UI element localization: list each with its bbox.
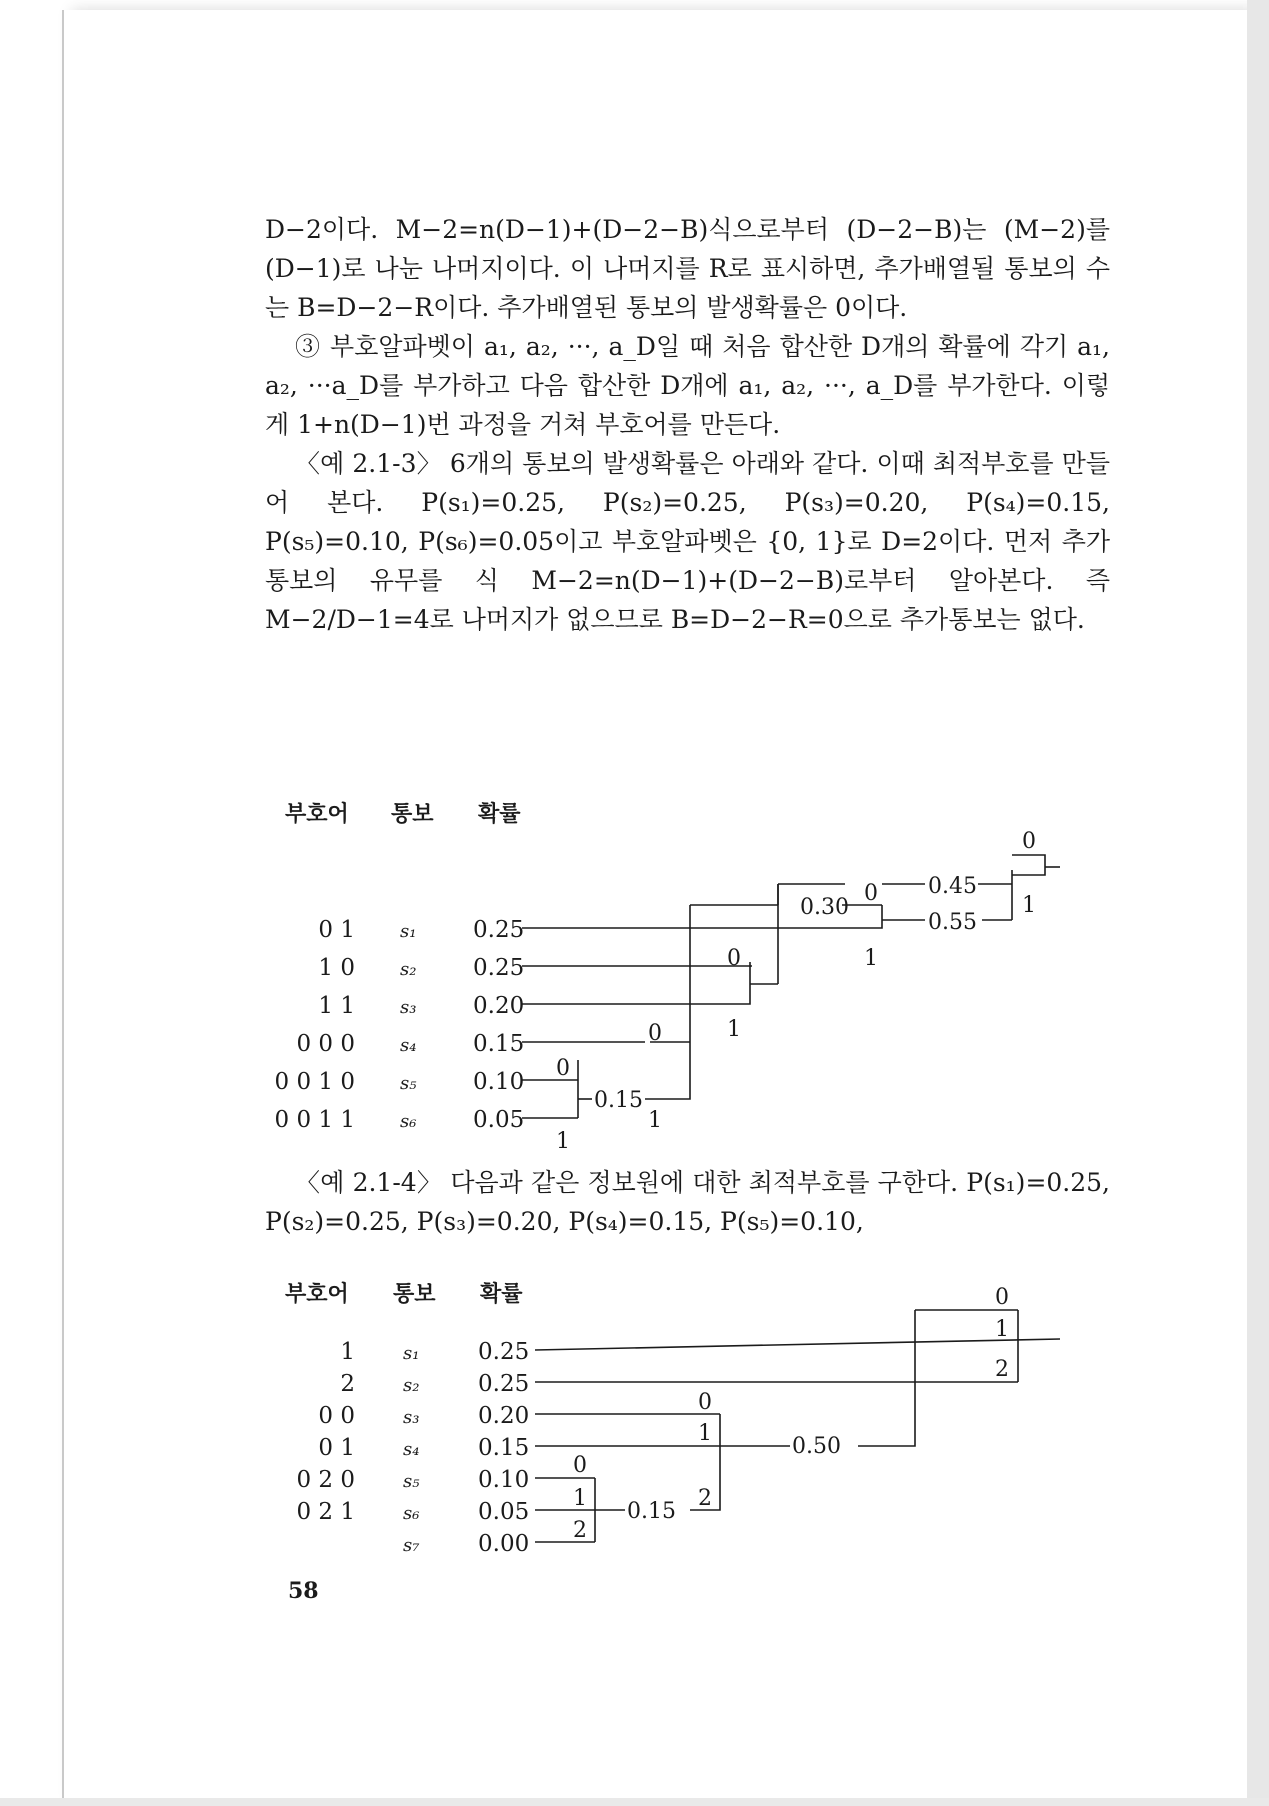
paragraph-1: D−2이다. M−2=n(D−1)+(D−2−B)식으로부터 (D−2−B)는 (M−2)를 (D−1)로 나눈 나머지이다. 이 나머지를 R로 표시하면, 추가배열될 통보의 수는 B=D−2−R이다. 추가배열된 통보의 발생확률은 0이다. — [265, 215, 1110, 322]
fig2-branch-0-c: 0 — [995, 1285, 1009, 1310]
fig2-msg-s4: s₄ — [403, 1439, 420, 1460]
fig2-msg-s7: s₇ — [403, 1535, 420, 1556]
fig2-prob-s2: 0.25 — [478, 1371, 530, 1397]
fig1-merge-0-55: 0.55 — [928, 910, 977, 935]
fig1-header-probability: 확률 — [478, 802, 521, 827]
fig1-branch-0-c: 0 — [727, 946, 741, 971]
fig2-prob-s6: 0.05 — [478, 1499, 530, 1525]
fig2-branch-2-b: 2 — [698, 1486, 712, 1511]
fig2-header-message: 통보 — [393, 1282, 436, 1307]
fig2-header-probability: 확률 — [480, 1282, 523, 1307]
fig1-header-message: 통보 — [391, 802, 434, 827]
fig1-tree-lines — [522, 855, 1060, 1118]
fig1-branch-0-d: 0 — [864, 881, 878, 906]
fig2-msg-s3: s₃ — [403, 1407, 420, 1428]
fig1-msg-s4: s₄ — [400, 1035, 417, 1056]
fig1-msg-s6: s₆ — [400, 1111, 417, 1132]
fig2-branch-1-b: 1 — [698, 1421, 712, 1446]
fig1-prob-s3: 0.20 — [473, 993, 525, 1019]
fig1-branch-1-e: 1 — [1022, 893, 1036, 918]
fig2-prob-s5: 0.10 — [478, 1467, 530, 1493]
fig2-msg-s1: s₁ — [403, 1343, 420, 1364]
paragraph-2: ③ 부호알파벳이 a₁, a₂, ···, a_D일 때 처음 합산한 D개의 확률에 각기 a₁, a₂, ···a_D를 부가하고 다음 합산한 D개에 a₁, a₂, ···, a_D를 부가한다. 이렇게 1+n(D−1)번 과정을 거쳐 부호어를 만든다. — [265, 332, 1110, 439]
fig1-branch-1-a: 1 — [556, 1129, 570, 1154]
fig1-merge-0-15: 0.15 — [594, 1088, 643, 1113]
fig1-prob-s5: 0.10 — [473, 1069, 525, 1095]
fig1-msg-s1: s₁ — [400, 921, 417, 942]
fig1-branch-0-a: 0 — [556, 1056, 570, 1081]
fig1-prob-s6: 0.05 — [473, 1107, 525, 1133]
page-number: 58 — [288, 1578, 319, 1604]
fig2-branch-2-a: 2 — [573, 1518, 587, 1543]
fig1-msg-s5: s₅ — [400, 1073, 417, 1094]
fig2-msg-s5: s₅ — [403, 1471, 420, 1492]
fig2-prob-s3: 0.20 — [478, 1403, 530, 1429]
fig2-rows — [296, 1285, 1009, 1557]
fig2-merge-0-50: 0.50 — [792, 1434, 841, 1459]
fig1-branch-0-e: 0 — [1022, 829, 1036, 854]
fig1-header-codeword: 부호어 — [285, 802, 349, 827]
fig1-code-s3: 1 1 — [318, 993, 355, 1019]
fig1-merge-0-45: 0.45 — [928, 874, 977, 899]
fig2-msg-s2: s₂ — [403, 1375, 420, 1396]
fig1-msg-s3: s₃ — [400, 997, 417, 1018]
fig1-branch-0-b: 0 — [648, 1021, 662, 1046]
fig1-branch-1-d: 1 — [864, 946, 878, 971]
fig1-merge-0-30: 0.30 — [800, 895, 849, 920]
fig2-code-s4: 0 1 — [318, 1435, 355, 1461]
fig1-prob-s2: 0.25 — [473, 955, 525, 981]
fig1-prob-s1: 0.25 — [473, 917, 525, 943]
fig2-code-s3: 0 0 — [318, 1403, 355, 1429]
fig1-code-s2: 1 0 — [318, 955, 355, 981]
fig1-rows — [275, 829, 1036, 1154]
fig2-tree-lines — [535, 1310, 1060, 1542]
fig2-code-s2: 2 — [340, 1371, 355, 1397]
fig2-code-s5: 0 2 0 — [296, 1467, 355, 1493]
fig2-merge-0-15: 0.15 — [627, 1499, 676, 1524]
fig2-prob-s7: 0.00 — [478, 1531, 530, 1557]
fig2-header-codeword: 부호어 — [285, 1282, 349, 1307]
fig2-prob-s1: 0.25 — [478, 1339, 530, 1365]
paragraph-example-2-1-4: 〈예 2.1-4〉 다음과 같은 정보원에 대한 최적부호를 구한다. P(s₁)=0.25, P(s₂)=0.25, P(s₃)=0.20, P(s₄)=0.15, P(s₅)=0.10, — [265, 1168, 1110, 1236]
fig1-code-s6: 0 0 1 1 — [274, 1107, 355, 1133]
fig2-prob-s4: 0.15 — [478, 1435, 530, 1461]
fig2-code-s6: 0 2 1 — [296, 1499, 355, 1525]
fig2-branch-2-c: 2 — [995, 1357, 1009, 1382]
fig1-code-s5: 0 0 1 0 — [274, 1069, 355, 1095]
fig2-branch-1-c: 1 — [995, 1317, 1009, 1342]
example-2-1-4 — [265, 1163, 1110, 1241]
fig1-code-s1: 0 1 — [318, 917, 355, 943]
fig1-prob-s4: 0.15 — [473, 1031, 525, 1057]
fig1-code-s4: 0 0 0 — [296, 1031, 355, 1057]
fig1-msg-s2: s₂ — [400, 959, 417, 980]
fig1-branch-1-b: 1 — [648, 1108, 662, 1133]
fig2-msg-s6: s₆ — [403, 1503, 420, 1524]
fig1-branch-1-c: 1 — [727, 1017, 741, 1042]
fig2-code-s1: 1 — [340, 1339, 355, 1365]
fig2-branch-1-a: 1 — [573, 1486, 587, 1511]
fig2-branch-0-b: 0 — [698, 1390, 712, 1415]
fig2-branch-0-a: 0 — [573, 1453, 587, 1478]
paragraph-example-2-1-3: 〈예 2.1-3〉 6개의 통보의 발생확률은 아래와 같다. 이때 최적부호를 만들어 본다. P(s₁)=0.25, P(s₂)=0.25, P(s₃)=0.20, P(s₄)=0.15, P(s₅)=0.10, P(s₆)=0.05이고 부호알파벳은 {0, 1}로 D=2이다. 먼저 추가통보의 유무를 식 M−2=n(D−1)+(D−2−B)로부터 알아본다. 즉 M−2/D−1=4로 나머지가 없으므로 B=D−2−R=0으로 추가통보는 없다. — [265, 449, 1110, 634]
